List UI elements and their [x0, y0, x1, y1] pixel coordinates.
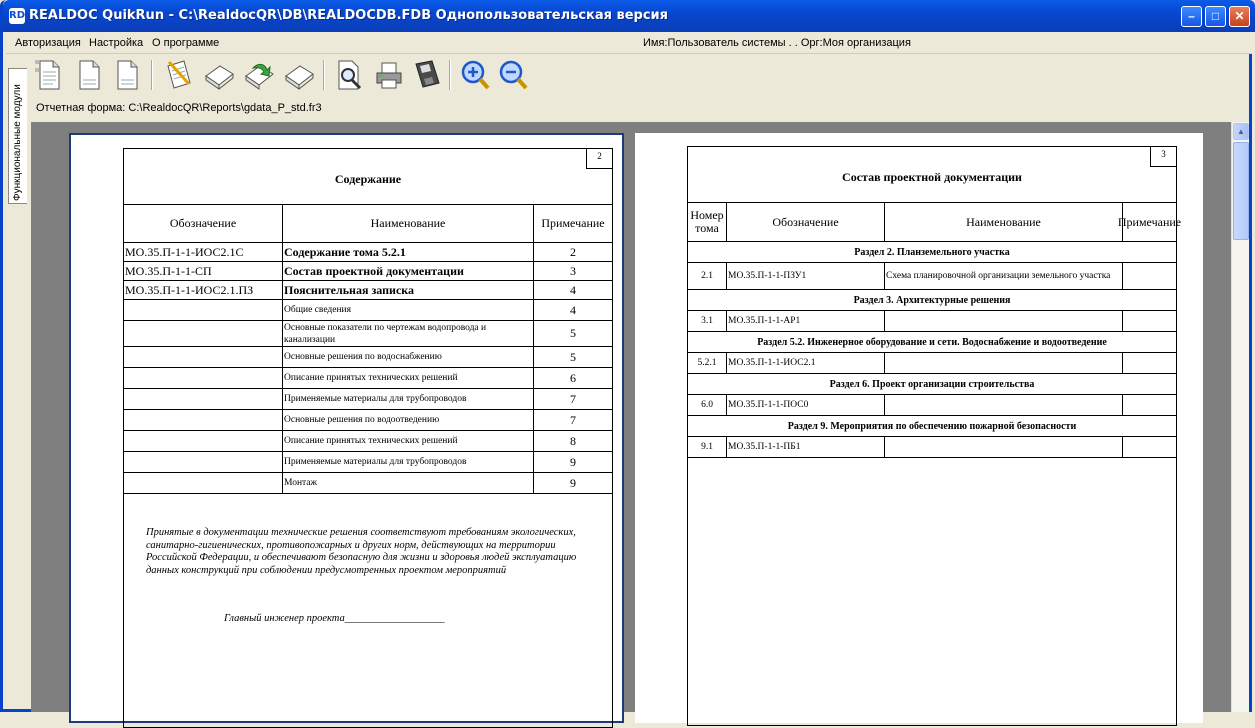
- designation-cell: МО.35.П-1-1-ПЗУ1: [727, 263, 885, 290]
- report-preview[interactable]: [31, 122, 1231, 712]
- volume-number-cell: 5.2.1: [688, 353, 727, 374]
- report-page-1[interactable]: [69, 133, 624, 723]
- side-tab-label: Функциональные модули: [12, 84, 23, 201]
- vertical-scrollbar[interactable]: [1231, 122, 1249, 712]
- close-button[interactable]: ✕: [1229, 6, 1250, 27]
- volume-number-cell: 6.0: [688, 395, 727, 416]
- page-note-cell: 5: [534, 321, 613, 347]
- page-note-cell: 5: [534, 347, 613, 368]
- menu-authorization[interactable]: Авторизация: [15, 37, 81, 49]
- designation-cell: [124, 431, 283, 452]
- designation-cell: МО.35.П-1-1-АР1: [727, 311, 885, 332]
- section-header: Раздел 6. Проект организации строительства: [688, 374, 1177, 395]
- volume-number-cell: 2.1: [688, 263, 727, 290]
- documentation-title: Состав проектной документации: [842, 170, 1022, 184]
- name-cell: [885, 437, 1123, 458]
- contents-title: Содержание: [334, 172, 402, 186]
- page-note-cell: 6: [534, 368, 613, 389]
- page-note-cell: 3: [534, 262, 613, 281]
- volume-number-cell: 9.1: [688, 437, 727, 458]
- open-arrow-icon[interactable]: [243, 58, 275, 92]
- page-note-cell: 7: [534, 389, 613, 410]
- contents-sheet: [123, 148, 613, 728]
- designation-cell: [124, 347, 283, 368]
- name-cell: Состав проектной документации: [283, 262, 534, 281]
- designation-cell: [124, 368, 283, 389]
- preview-icon[interactable]: [333, 58, 365, 92]
- document-icon[interactable]: [73, 58, 105, 92]
- page-note-cell: 2: [534, 243, 613, 262]
- designation-cell: [124, 452, 283, 473]
- name-cell: Общие сведения: [283, 300, 534, 321]
- note-cell: [1123, 353, 1177, 374]
- compliance-note: Принятые в документации технические решения соответствуют требованиям экологических, санитарно-гигиенических, противопожарных и других норм, действующих на территории Российской Федерации, и обеспечивают безопасную для жизни и здоровья людей эксплуатацию данных конструкций при соблюдении предусмотренных проектом мероприятий: [146, 527, 577, 576]
- designation-cell: МО.35.П-1-1-ИОС2.1: [727, 353, 885, 374]
- section-header: Раздел 2. Планземельного участка: [688, 242, 1177, 263]
- name-cell: Применяемые материалы для трубопроводов: [283, 389, 534, 410]
- section-header: Раздел 9. Мероприятия по обеспечению пожарной безопасности: [688, 416, 1177, 437]
- section-header: Раздел 3. Архитектурные решения: [688, 290, 1177, 311]
- page-note-cell: 4: [534, 300, 613, 321]
- title-bar[interactable]: [3, 0, 1255, 32]
- note-cell: [1123, 263, 1177, 290]
- report-form-path: Отчетная форма: C:\RealdocQR\Reports\gdata_P_std.fr3: [36, 102, 322, 114]
- page-note-cell: 4: [534, 281, 613, 300]
- name-cell: [885, 395, 1123, 416]
- maximize-button[interactable]: □: [1205, 6, 1226, 27]
- section-header: Раздел 5.2. Инженерное оборудование и сети. Водоснабжение и водоотведение: [688, 332, 1177, 353]
- name-cell: Схема планировочной организации земельного участка: [885, 263, 1123, 290]
- menu-about[interactable]: О программе: [152, 37, 220, 49]
- name-cell: Основные решения по водоотведению: [283, 410, 534, 431]
- column-header: Примечание: [534, 205, 613, 243]
- designation-cell: МО.35.П-1-1-СП: [124, 262, 283, 281]
- column-header: Наименование: [283, 205, 534, 243]
- toolbar-separator: [323, 60, 325, 90]
- column-header: Номер тома: [688, 203, 727, 242]
- page-number: 3: [1150, 147, 1176, 167]
- name-cell: [885, 311, 1123, 332]
- toolbar-separator: [151, 60, 153, 90]
- minimize-button[interactable]: –: [1181, 6, 1202, 27]
- column-header: Наименование: [885, 203, 1123, 242]
- note-cell: [1123, 395, 1177, 416]
- page-note-cell: 8: [534, 431, 613, 452]
- edit-document-icon[interactable]: [163, 58, 195, 92]
- page-note-cell: 7: [534, 410, 613, 431]
- scroll-up-icon[interactable]: ▲: [1233, 123, 1249, 140]
- name-cell: Описание принятых технических решений: [283, 368, 534, 389]
- designation-cell: [124, 410, 283, 431]
- menu-settings[interactable]: Настройка: [89, 37, 144, 49]
- column-header: Обозначение: [727, 203, 885, 242]
- name-cell: Описание принятых технических решений: [283, 431, 534, 452]
- toolbar: [31, 56, 1249, 96]
- name-cell: Пояснительная записка: [283, 281, 534, 300]
- functional-modules-tab[interactable]: [8, 68, 27, 204]
- note-cell: [1123, 437, 1177, 458]
- zoom-in-icon[interactable]: [459, 58, 491, 92]
- report-page-2[interactable]: [635, 133, 1203, 723]
- menu-bar: [6, 32, 1252, 54]
- column-header: Примечание: [1123, 203, 1177, 242]
- designation-cell: [124, 321, 283, 347]
- document-icon[interactable]: [111, 58, 143, 92]
- documentation-sheet: [687, 146, 1182, 726]
- volume-number-cell: 3.1: [688, 311, 727, 332]
- new-document-icon[interactable]: [33, 58, 65, 92]
- designation-cell: [124, 473, 283, 494]
- print-icon[interactable]: [373, 58, 405, 92]
- name-cell: Монтаж: [283, 473, 534, 494]
- designation-cell: МО.35.П-1-1-ИОС2.1.ПЗ: [124, 281, 283, 300]
- scrollbar-thumb[interactable]: [1233, 142, 1249, 240]
- chief-engineer-signature: Главный инженер проекта___________________: [224, 613, 445, 624]
- blank-icon[interactable]: [283, 58, 315, 92]
- name-cell: Содержание тома 5.2.1: [283, 243, 534, 262]
- note-cell: [1123, 311, 1177, 332]
- toolbar-separator: [449, 60, 451, 90]
- name-cell: Основные решения по водоснабжению: [283, 347, 534, 368]
- name-cell: [885, 353, 1123, 374]
- name-cell: Применяемые материалы для трубопроводов: [283, 452, 534, 473]
- designation-cell: МО.35.П-1-1-ИОС2.1С: [124, 243, 283, 262]
- page-note-cell: 9: [534, 473, 613, 494]
- page-number: 2: [586, 149, 612, 169]
- designation-cell: МО.35.П-1-1-ПБ1: [727, 437, 885, 458]
- window-title: REALDOC QuikRun - C:\RealdocQR\DB\REALDOCDB.FDB Однопользовательская версия: [29, 8, 669, 23]
- zoom-out-icon[interactable]: [497, 58, 529, 92]
- column-header: Обозначение: [124, 205, 283, 243]
- designation-cell: МО.35.П-1-1-ПОС0: [727, 395, 885, 416]
- designation-cell: [124, 300, 283, 321]
- user-info: Имя:Пользователь системы . . Орг:Моя организация: [643, 37, 911, 49]
- page-note-cell: 9: [534, 452, 613, 473]
- app-logo-icon: RD: [9, 8, 25, 24]
- name-cell: Основные показатели по чертежам водопровода и канализации: [283, 321, 534, 347]
- designation-cell: [124, 389, 283, 410]
- save-icon[interactable]: [411, 58, 443, 92]
- open-icon[interactable]: [203, 58, 235, 92]
